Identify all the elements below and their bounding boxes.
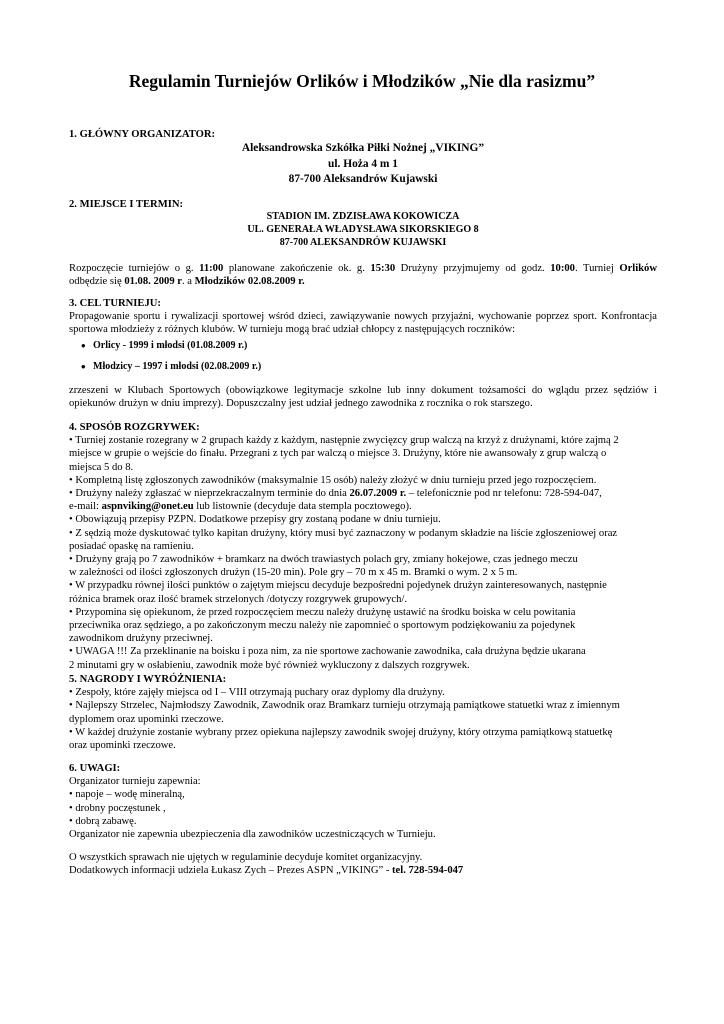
contact-email: aspnviking@onet.eu bbox=[101, 501, 194, 513]
venue-line-3: 87-700 ALEKSANDRÓW KUJAWSKI bbox=[279, 237, 447, 248]
rule-line: przeciwnika oraz sędziego, a po zakończonym meczu należy nie zapomnieć o sportowym podziękowaniu za pojedynek bbox=[69, 620, 576, 632]
eligibility-text: zrzeszeni w Klubach Sportowych (obowiązkowe legitymacje szkolne lub inny dokument tożsamości do wglądu przez sędziów i opiekunów drużyn w dniu imprezy). Dopuszczalny jest udział jednego zawodnika z rocznika o rok starszego. bbox=[69, 385, 657, 410]
rule-line: • Obowiązują przepisy PZPN. Dodatkowe przepisy gry zostaną podane w dniu turnieju. bbox=[69, 514, 441, 526]
award-line: dyplomem oraz upominki rzeczowe. bbox=[69, 713, 224, 725]
closing-notes bbox=[69, 851, 657, 877]
section-heading-venue: 2. MIEJSCE I TERMIN: bbox=[69, 199, 183, 210]
rule-line: zawodnikom drużyny przeciwnej. bbox=[69, 633, 213, 645]
schedule-text: planowane zakończenie ok. g. bbox=[223, 263, 371, 274]
rule-line-deadline bbox=[69, 487, 657, 500]
bullet-icon: • bbox=[81, 338, 86, 353]
rule-line: posiadać opaskę na ramieniu. bbox=[69, 540, 194, 552]
section-awards bbox=[69, 673, 657, 752]
age-groups-list bbox=[69, 335, 657, 377]
note-line: • dobrą zabawę. bbox=[69, 815, 137, 827]
schedule-text: Drużyny przyjmujemy od godz. bbox=[395, 263, 551, 274]
start-time: 11:00 bbox=[199, 263, 224, 274]
section-heading-organizer: 1. GŁÓWNY ORGANIZATOR: bbox=[69, 129, 216, 140]
rule-line: różnica bramek oraz ilość bramek strzelonych /dotyczy rozgrywek grupowych/. bbox=[69, 593, 407, 605]
rule-line: 2 minutami gry w osłabieniu, zawodnik może być również wykluczony z dalszych rozgrywek. bbox=[69, 659, 470, 671]
section-heading-rules: 4. SPOSÓB ROZGRYWEK: bbox=[69, 422, 200, 433]
note-line: Organizator turnieju zapewnia: bbox=[69, 776, 201, 788]
goal-paragraph: Propagowanie sportu i rywalizacji sportowej wśród dzieci, zawiązywanie nowych przyjaźni, wychowanie poprzez sport. Konfrontacja sportowa młodzieży z różnych klubów. W turnieju mogą brać udział chłopcy z następujących roczników: bbox=[69, 311, 657, 336]
schedule-paragraph bbox=[69, 262, 657, 288]
deadline-date: 26.07.2009 r. bbox=[349, 488, 407, 500]
document-title: Regulamin Turniejów Orlików i Młodzików „Nie dla rasizmu” bbox=[128, 71, 596, 91]
contact-line bbox=[69, 864, 657, 877]
schedule-text: Rozpoczęcie turniejów o g. bbox=[69, 263, 200, 274]
venue-line-2: UL. GENERAŁA WŁADYSŁAWA SIKORSKIEGO 8 bbox=[247, 224, 479, 235]
contact-text: Dodatkowych informacji udziela Łukasz Zych – Prezes ASPN „VIKING” - bbox=[69, 865, 393, 877]
rule-text: – telefonicznie pod nr telefonu: 728-594-047, bbox=[406, 488, 602, 500]
section-notes bbox=[69, 762, 657, 841]
schedule-text: . a bbox=[181, 276, 195, 288]
eligibility-paragraph bbox=[69, 384, 657, 410]
section-heading-notes: 6. UWAGI: bbox=[69, 763, 121, 774]
rule-text: • Drużyny należy zgłaszać w nieprzekraczalnym terminie do dnia bbox=[69, 488, 350, 500]
rule-text: lub listownie (decyduje data stempla pocztowego). bbox=[193, 501, 412, 513]
rule-line: • Drużyny grają po 7 zawodników + bramkarz na dwóch trawiastych polach gry, zmiany hokejowe, czas jednego meczu bbox=[69, 554, 578, 566]
award-line: • W każdej drużynie zostanie wybrany przez opiekuna najlepszy zawodnik swojej drużyny, który otrzyma pamiątkową statuetkę bbox=[69, 726, 613, 738]
section-goal bbox=[69, 297, 657, 337]
rule-line: • UWAGA !!! Za przeklinanie na boisku i poza nim, za nie sportowe zachowanie zawodnika, cała drużyna będzie ukarana bbox=[69, 646, 586, 658]
rule-line: • W przypadku równej ilości punktów o zajętym miejscu decyduje bezpośredni pojedynek drużyn zainteresowanych, następnie bbox=[69, 580, 607, 592]
closing-line: O wszystkich sprawach nie ujętych w regulaminie decyduje komitet organizacyjny. bbox=[69, 852, 423, 863]
organizer-address bbox=[69, 141, 657, 188]
schedule-text: odbędzie się bbox=[69, 276, 125, 288]
award-line: • Zespoły, które zajęły miejsca od I – VIII otrzymają puchary oraz dyplomy dla drużyny. bbox=[69, 687, 445, 699]
rule-line: • Z sędzią może dyskutować tylko kapitan drużyny, który musi być zaznaczony w podanym składzie na liście zgłoszeniowej oraz bbox=[69, 527, 618, 539]
organizer-name: Aleksandrowska Szkółka Piłki Nożnej „VIKING” bbox=[241, 142, 485, 154]
schedule-line-1 bbox=[69, 262, 657, 275]
rule-line: miejsce w grupie o wejście do finału. Przegrani z tych par walczą o miejsce 3. Drużyny, które nie awansowały z grup walczą o bbox=[69, 448, 607, 460]
section-organizer bbox=[69, 128, 657, 141]
section-rules bbox=[69, 421, 657, 672]
rule-line: • Turniej zostanie rozegrany w 2 grupach każdy z każdym, następnie zwycięzcy grup walczą na krzyż z drużynami, które zajmą 2 bbox=[69, 435, 619, 447]
note-line: • napoje – wodę mineralną, bbox=[69, 789, 185, 801]
end-time: 15:30 bbox=[370, 263, 396, 274]
orliki-label: Orlików bbox=[619, 263, 657, 274]
venue-line-1: STADION IM. ZDZISŁAWA KOKOWICZA bbox=[266, 211, 460, 222]
contact-phone: tel. 728-594-047 bbox=[392, 865, 464, 877]
rule-text: e-mail: bbox=[69, 501, 102, 513]
orliki-date: 01.08. 2009 r bbox=[124, 276, 182, 288]
note-line: • drobny poczęstunek , bbox=[69, 802, 166, 814]
organizer-city: 87-700 Aleksandrów Kujawski bbox=[288, 173, 438, 185]
age-group-orliki: Orlicy - 1999 i młodsi (01.08.2009 r.) bbox=[93, 340, 248, 351]
rule-line-email bbox=[69, 500, 657, 513]
list-item bbox=[69, 356, 657, 377]
bullet-icon: • bbox=[81, 359, 86, 374]
section-heading-awards: 5. NAGRODY I WYRÓŻNIENIA: bbox=[69, 674, 227, 685]
rule-line: • Przypomina się opiekunom, że przed rozpoczęciem meczu należy drużynę ustawić na środku boiska w celu powitania bbox=[69, 606, 576, 618]
mlodziki-date: Młodzików 02.08.2009 r. bbox=[194, 276, 305, 288]
rule-line: miejsca 5 do 8. bbox=[69, 461, 134, 473]
age-group-mlodziki: Młodzicy – 1997 i młodsi (02.08.2009 r.) bbox=[93, 361, 262, 372]
venue-address bbox=[69, 210, 657, 249]
award-line: • Najlepszy Strzelec, Najmłodszy Zawodnik, Zawodnik oraz Bramkarz turnieju otrzymają pamiątkowe statuetki wraz z imiennym bbox=[69, 700, 620, 712]
note-line: Organizator nie zapewnia ubezpieczenia dla zawodników uczestniczących w Turnieju. bbox=[69, 829, 436, 841]
award-line: oraz upominki rzeczowe. bbox=[69, 740, 176, 752]
organizer-street: ul. Hoża 4 m 1 bbox=[328, 157, 398, 170]
arrival-time: 10:00 bbox=[550, 263, 575, 274]
rule-line: w zależności od ilości zgłoszonych drużyn (15-20 min). Pole gry – 70 m x 45 m. Bramki o wym. 2 x 5 m. bbox=[69, 567, 518, 579]
section-heading-goal: 3. CEL TURNIEJU: bbox=[69, 298, 161, 309]
schedule-line-2 bbox=[69, 275, 657, 288]
list-item bbox=[69, 335, 657, 356]
rule-line: • Kompletną listę zgłoszonych zawodników (maksymalnie 15 osób) należy złożyć w dniu turnieju przed jego rozpoczęciem. bbox=[69, 474, 597, 486]
schedule-text: . Turniej bbox=[574, 263, 620, 274]
